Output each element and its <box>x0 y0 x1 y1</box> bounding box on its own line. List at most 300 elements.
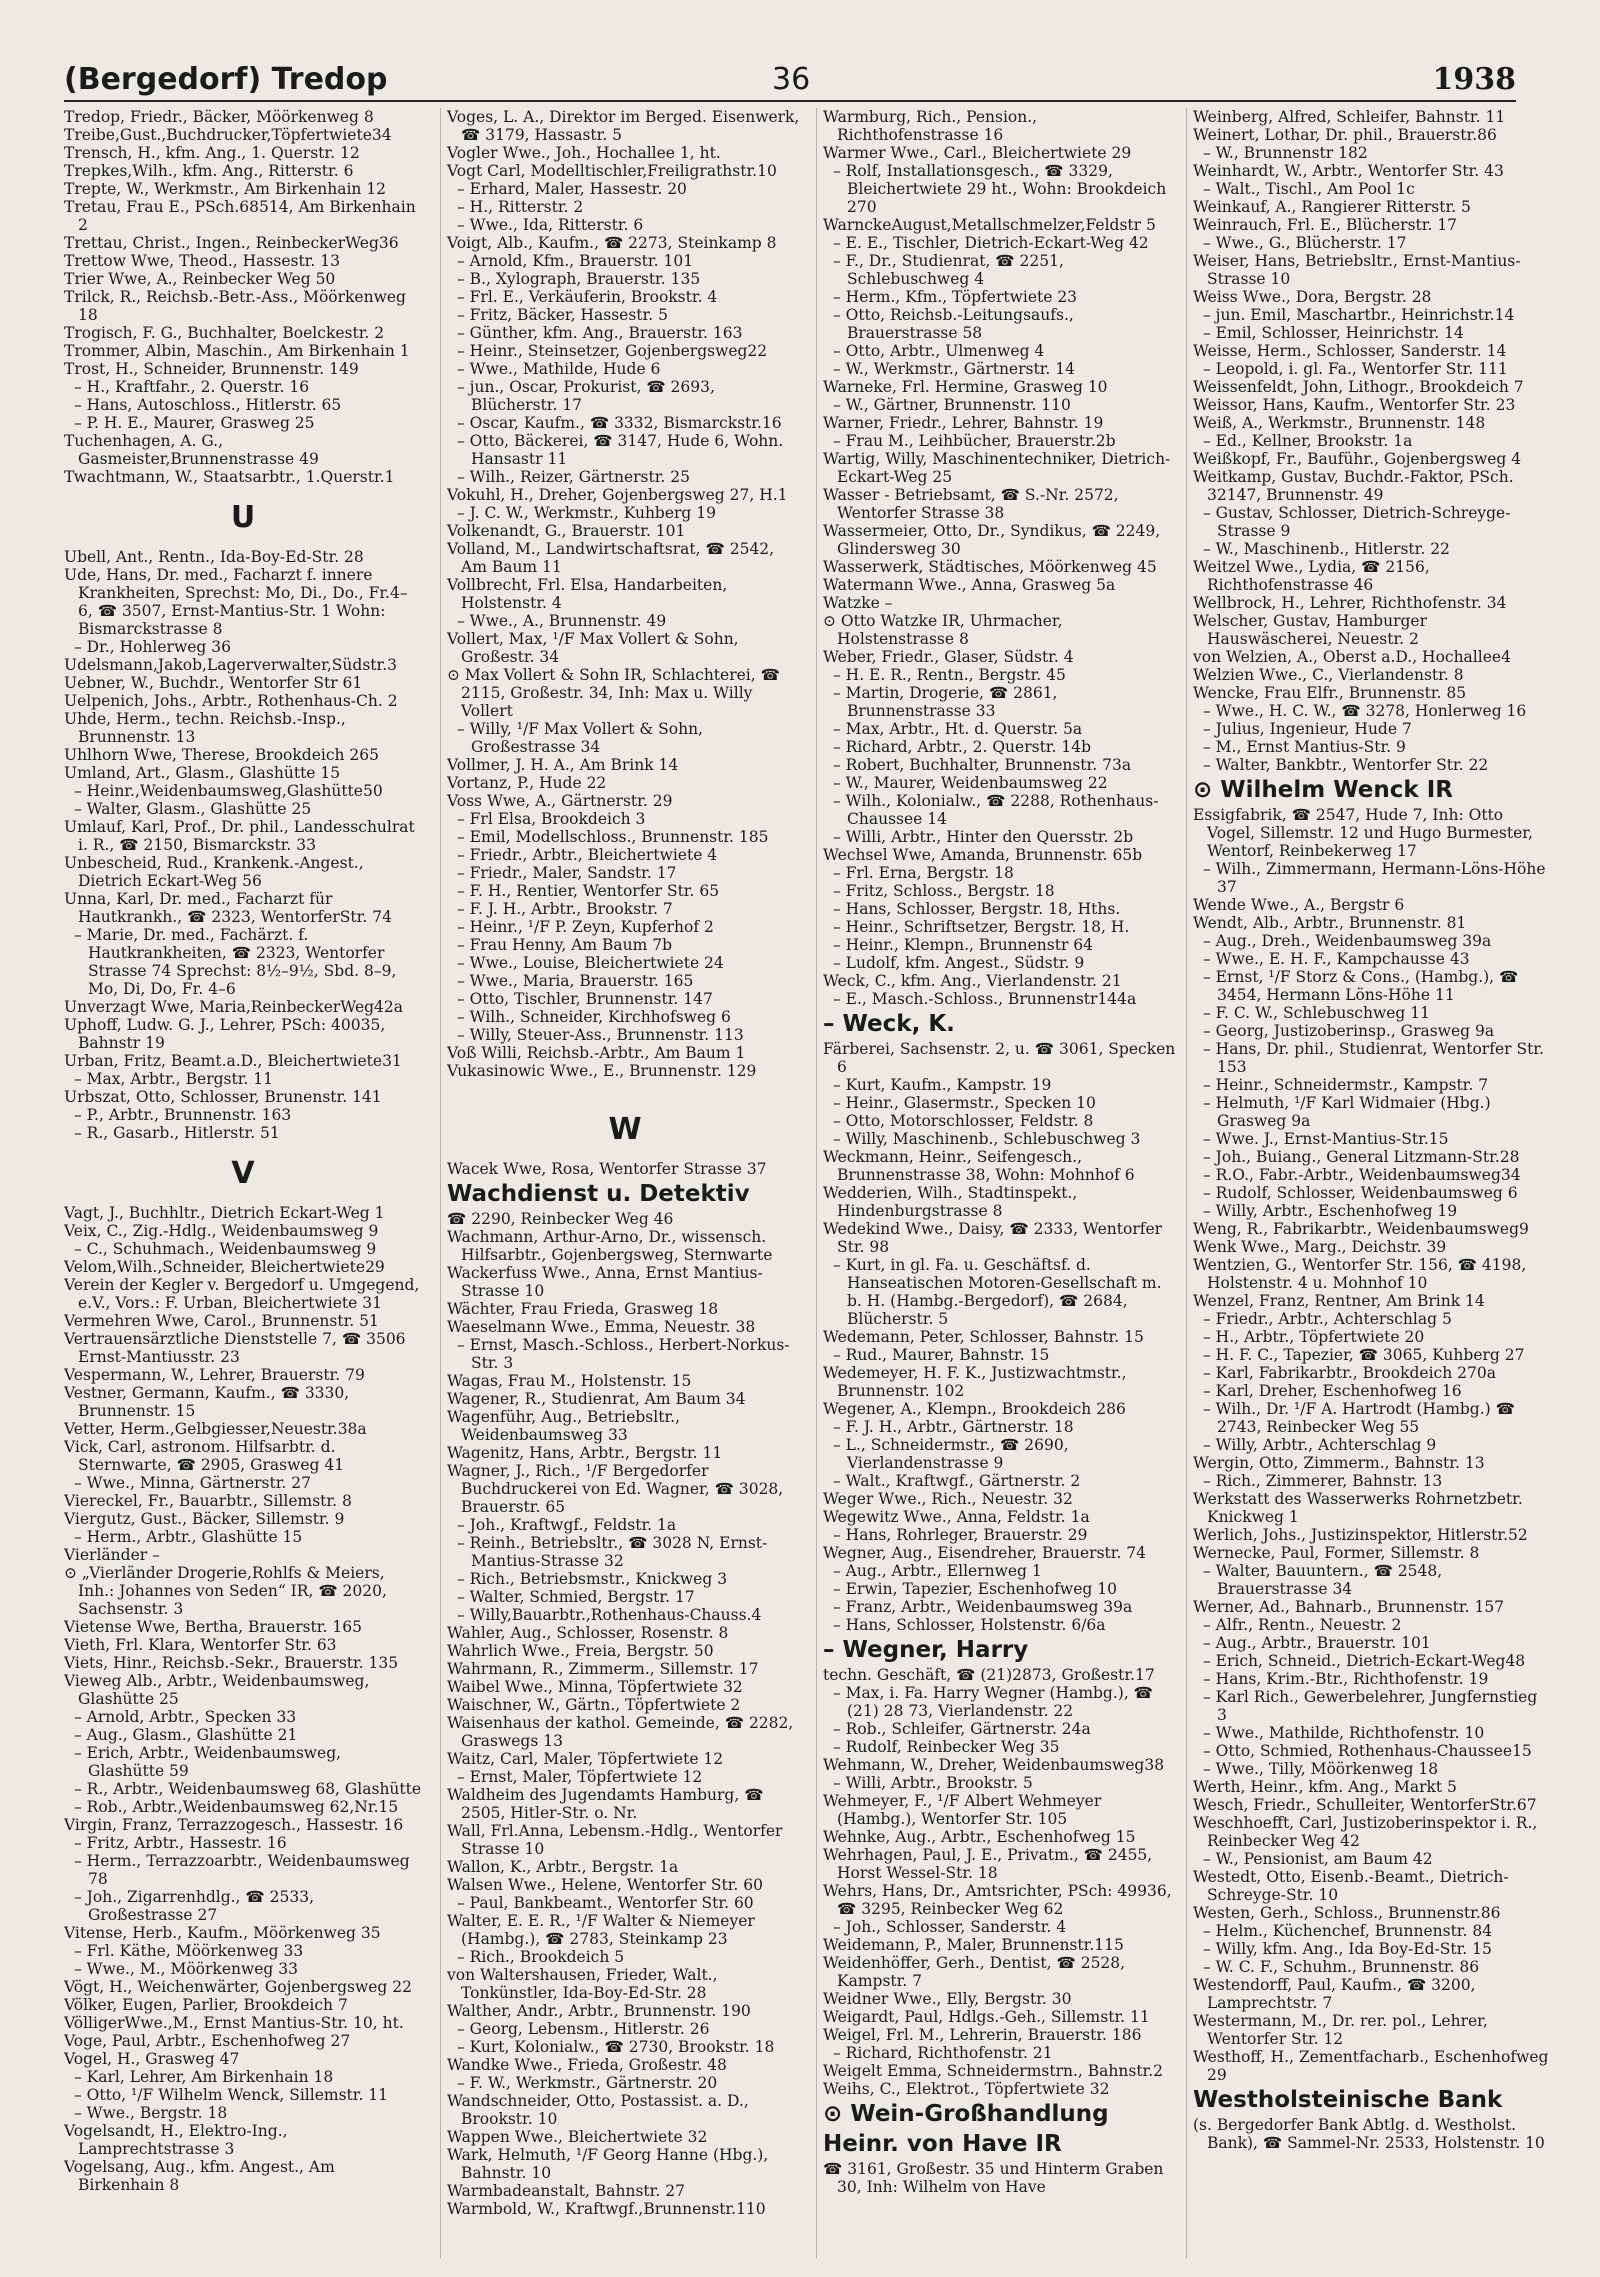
directory-entry: – Kurt, in gl. Fa. u. Geschäftsf. d. Hanseatischen Motoren-Gesellschaft m. b. H. (Hambg.-Bergedorf), ☎ 2684, Blücherstr. 5 <box>833 1256 1162 1328</box>
directory-entry: Wartig, Willy, Maschinentechniker, Dietrich-Eckart-Weg 25 <box>823 450 1171 486</box>
directory-entry: Vetter, Herm.,Gelbgiesser,Neuestr.38a <box>64 1420 367 1438</box>
directory-entry: – Wwe., E. H. F., Kampchausse 43 <box>1203 950 1470 968</box>
directory-entry: Waisenhaus der kathol. Gemeinde, ☎ 2282, Graswegs 13 <box>447 1714 794 1750</box>
directory-entry: Wedemeyer, H. F. K., Justizwachtmstr., Brunnenstr. 102 <box>823 1364 1127 1400</box>
directory-entry: Unverzagt Wwe, Maria,ReinbeckerWeg42a <box>64 998 404 1016</box>
directory-entry: – Rudolf, Reinbecker Weg 35 <box>833 1738 1060 1756</box>
directory-entry: Wergin, Otto, Zimmerm., Bahnstr. 13 <box>1193 1454 1485 1472</box>
directory-entry: Twachtmann, W., Staatsarbtr., 1.Querstr.1 <box>64 468 395 486</box>
directory-entry: – Heinr.,Weidenbaumsweg,Glashütte50 <box>74 782 383 800</box>
directory-entry: – Herm., Arbtr., Glashütte 15 <box>74 1528 303 1546</box>
directory-entry: – Otto, ¹/F Wilhelm Wenck, Sillemstr. 11 <box>74 2086 389 2104</box>
directory-entry: Weinkauf, A., Rangierer Ritterstr. 5 <box>1193 198 1471 216</box>
directory-entry: – Wwe., G., Blücherstr. 17 <box>1203 234 1407 252</box>
directory-entry: – Wwe., Ida, Ritterstr. 6 <box>457 216 644 234</box>
spacer <box>447 1080 803 1098</box>
directory-entry: Vieweg Alb., Arbtr., Weidenbaumsweg, Glashütte 25 <box>64 1672 370 1708</box>
directory-entry: Watzke – <box>823 594 893 612</box>
directory-entry: Weiss Wwe., Dora, Bergstr. 28 <box>1193 288 1432 306</box>
directory-entry: – Hans, Autoschloss., Hitlerstr. 65 <box>74 396 342 414</box>
directory-entry: Waldheim des Jugendamts Hamburg, ☎ 2505, Hitler-Str. o. Nr. <box>447 1786 764 1822</box>
directory-entry: WarnckeAugust,Metallschmelzer,Feldstr 5 <box>823 216 1156 234</box>
directory-entry: Weckmann, Heinr., Seifengesch., Brunnenstrasse 38, Wohn: Mohnhof 6 <box>823 1148 1135 1184</box>
directory-entry: – Günther, kfm. Ang., Brauerstr. 163 <box>457 324 743 342</box>
directory-entry: – W., Pensionist, am Baum 42 <box>1203 1850 1433 1868</box>
directory-entry: Waibel Wwe., Minna, Töpfertwiete 32 <box>447 1678 743 1696</box>
directory-entry: Weber, Friedr., Glaser, Südstr. 4 <box>823 648 1074 666</box>
directory-entry: – Gustav, Schlosser, Dietrich-Schreyge-Strasse 9 <box>1203 504 1511 540</box>
directory-entry: Weissor, Hans, Kaufm., Wentorfer Str. 23 <box>1193 396 1516 414</box>
directory-entry: Trepte, W., Werkmstr., Am Birkenhain 12 <box>64 180 387 198</box>
directory-entry: – Wwe., A., Brunnenstr. 49 <box>457 612 667 630</box>
directory-entry: – P. H. E., Maurer, Grasweg 25 <box>74 414 315 432</box>
directory-entry: – Frl Elsa, Brookdeich 3 <box>457 810 646 828</box>
directory-entry: Westendorff, Paul, Kaufm., ☎ 3200, Lamprechtstr. 7 <box>1193 1976 1476 2012</box>
directory-entry: – Wwe., Louise, Bleichertwiete 24 <box>457 954 724 972</box>
directory-entry: – Kurt, Kaufm., Kampstr. 19 <box>833 1076 1052 1094</box>
directory-entry: – Ludolf, kfm. Angest., Südstr. 9 <box>833 954 1085 972</box>
directory-entry: – W. C. F., Schuhm., Brunnenstr. 86 <box>1203 1958 1480 1976</box>
directory-entry: Wagenführ, Aug., Betriebsltr., Weidenbaumsweg 33 <box>447 1408 680 1444</box>
directory-entry: – Max, Arbtr., Ht. d. Querstr. 5a <box>833 720 1083 738</box>
directory-entry: – Frl. Käthe, Möörkenweg 33 <box>74 1942 304 1960</box>
directory-entry: – Rud., Maurer, Bahnstr. 15 <box>833 1346 1050 1364</box>
directory-entry: ☎ 2290, Reinbecker Weg 46 <box>447 1210 674 1228</box>
directory-entry: – Karl Rich., Gewerbelehrer, Jungfernstieg 3 <box>1203 1688 1538 1724</box>
advert-heading: Heinr. von Have IR <box>823 2131 1062 2157</box>
directory-entry: ⊙ Otto Watzke IR, Uhrmacher, Holstenstrasse 8 <box>823 612 1063 648</box>
directory-entry: Vertrauensärztliche Dienststelle 7, ☎ 3506 Ernst-Mantiusstr. 23 <box>64 1330 406 1366</box>
page-number: 36 <box>772 62 811 97</box>
directory-entry: – Otto, Arbtr., Ulmenweg 4 <box>833 342 1045 360</box>
advert-heading: – Wegner, Harry <box>823 1637 1029 1663</box>
directory-entry: Weiß, A., Werkmstr., Brunnenstr. 148 <box>1193 414 1486 432</box>
directory-entry: – Franz, Arbtr., Weidenbaumsweg 39a <box>833 1598 1133 1616</box>
directory-entry: Weinrauch, Frl. E., Blücherstr. 17 <box>1193 216 1458 234</box>
directory-entry: – Paul, Bankbeamt., Wentorfer Str. 60 <box>457 1894 754 1912</box>
directory-entry: Weck, C., kfm. Ang., Vierlandenstr. 21 <box>823 972 1122 990</box>
directory-entry: Vogt Carl, Modelltischler,Freiligrathstr.10 <box>447 162 777 180</box>
advert-heading: – Weck, K. <box>823 1011 955 1037</box>
directory-entry: Weng, R., Fabrikarbtr., Weidenbaumsweg9 <box>1193 1220 1529 1238</box>
directory-entry: – Joh., Buiang., General Litzmann-Str.28 <box>1203 1148 1520 1166</box>
directory-entry: Wandke Wwe., Frieda, Großestr. 48 <box>447 2056 727 2074</box>
directory-entry: Warneke, Frl. Hermine, Grasweg 10 <box>823 378 1108 396</box>
directory-entry: – Frl. E., Verkäuferin, Brookstr. 4 <box>457 288 718 306</box>
directory-entry: Wentzien, G., Wentorfer Str. 156, ☎ 4198, Holstenstr. 4 u. Mohnhof 10 <box>1193 1256 1527 1292</box>
directory-entry: – Frau M., Leihbücher, Brauerstr.2b <box>833 432 1116 450</box>
directory-entry: – Ernst, Maler, Töpfertwiete 12 <box>457 1768 703 1786</box>
directory-entry: Weinberg, Alfred, Schleifer, Bahnstr. 11 <box>1193 108 1506 126</box>
directory-entry: – Karl, Lehrer, Am Birkenhain 18 <box>74 2068 334 2086</box>
directory-entry: – jun. Emil, Maschartbr., Heinrichstr.14 <box>1203 306 1515 324</box>
directory-entry: Treibe,Gust.,Buchdrucker,Töpfertwiete34 <box>64 126 392 144</box>
directory-entry: Weigelt Emma, Schneidermstrn., Bahnstr.2 <box>823 2062 1164 2080</box>
directory-entry: Vögt, H., Weichenwärter, Gojenbergsweg 22 <box>64 1978 412 1996</box>
directory-entry: Vespermann, W., Lehrer, Brauerstr. 79 <box>64 1366 365 1384</box>
directory-entry: Urbszat, Otto, Schlosser, Brunenstr. 141 <box>64 1088 382 1106</box>
directory-entry: Weitzel Wwe., Lydia, ☎ 2156, Richthofenstrasse 46 <box>1193 558 1430 594</box>
directory-entry: Volland, M., Landwirtschaftsrat, ☎ 2542, Am Baum 11 <box>447 540 775 576</box>
directory-entry: Wackerfuss Wwe., Anna, Ernst Mantius-Strasse 10 <box>447 1264 763 1300</box>
directory-entry: Vortanz, P., Hude 22 <box>447 774 607 792</box>
directory-entry: – Rob., Schleifer, Gärtnerstr. 24a <box>833 1720 1091 1738</box>
directory-entry: Wesch, Friedr., Schulleiter, WentorferStr.67 <box>1193 1796 1537 1814</box>
directory-entry: Trettow Wwe, Theod., Hassestr. 13 <box>64 252 340 270</box>
directory-entry: Trettau, Christ., Ingen., ReinbeckerWeg36 <box>64 234 399 252</box>
directory-entry: Uphoff, Ludw. G. J., Lehrer, PSch: 40035, Bahnstr 19 <box>64 1016 386 1052</box>
directory-entry: – Joh., Kraftwgf., Feldstr. 1a <box>457 1516 677 1534</box>
directory-entry: – Wwe., M., Möörkenweg 33 <box>74 1960 298 1978</box>
directory-entry: Wahrlich Wwe., Freia, Bergstr. 50 <box>447 1642 714 1660</box>
directory-entry: – Wwe. J., Ernst-Mantius-Str.15 <box>1203 1130 1449 1148</box>
directory-entry: – H., Kraftfahr., 2. Querstr. 16 <box>74 378 310 396</box>
directory-entry: – Ernst, ¹/F Storz & Cons., (Hambg.), ☎ 3454, Hermann Löns-Höhe 11 <box>1203 968 1519 1004</box>
directory-entry: Vitense, Herb., Kaufm., Möörkenweg 35 <box>64 1924 381 1942</box>
directory-entry: Trensch, H., kfm. Ang., 1. Querstr. 12 <box>64 144 360 162</box>
advert-heading: ⊙ Wilhelm Wenck IR <box>1193 777 1453 803</box>
directory-entry: Weidner Wwe., Elly, Bergstr. 30 <box>823 1990 1072 2008</box>
directory-entry: – Wwe., Mathilde, Hude 6 <box>457 360 661 378</box>
directory-entry: – Oscar, Kaufm., ☎ 3332, Bismarckstr.16 <box>457 414 782 432</box>
directory-entry: Urban, Fritz, Beamt.a.D., Bleichertwiete31 <box>64 1052 402 1070</box>
directory-entry: Waeselmann Wwe., Emma, Neuestr. 38 <box>447 1318 756 1336</box>
section-letter: U <box>230 500 256 535</box>
directory-entry: – H. F. C., Tapezier, ☎ 3065, Kuhberg 27 <box>1203 1346 1525 1364</box>
directory-entry: Wark, Helmuth, ¹/F Georg Hanne (Hbg.), Bahnstr. 10 <box>447 2146 769 2182</box>
directory-entry: Wedderien, Wilh., Stadtinspekt., Hindenburgstrasse 8 <box>823 1184 1078 1220</box>
directory-entry: Voigt, Alb., Kaufm., ☎ 2273, Steinkamp 8 <box>447 234 777 252</box>
directory-entry: Westen, Gerh., Schloss., Brunnenstr.86 <box>1193 1904 1501 1922</box>
directory-entry: Wallon, K., Arbtr., Bergstr. 1a <box>447 1858 679 1876</box>
directory-entry: Umland, Art., Glasm., Glashütte 15 <box>64 764 341 782</box>
directory-entry: – Heinr., Steinsetzer, Gojenbergsweg22 <box>457 342 768 360</box>
directory-entry: – Heinr., Glasermstr., Specken 10 <box>833 1094 1096 1112</box>
directory-columns <box>64 108 1549 2258</box>
directory-entry: Wahler, Aug., Schlosser, Rosenstr. 8 <box>447 1624 729 1642</box>
directory-entry: – Wwe., Maria, Brauerstr. 165 <box>457 972 694 990</box>
directory-entry: – Ernst, Masch.-Schloss., Herbert-Norkus-Str. 3 <box>457 1336 790 1372</box>
directory-entry: Trepkes,Wilh., kfm. Ang., Ritterstr. 6 <box>64 162 354 180</box>
directory-entry: – Wwe., Minna, Gärtnerstr. 27 <box>74 1474 312 1492</box>
directory-entry: – L., Schneidermstr., ☎ 2690, Vierlandenstrasse 9 <box>833 1436 1069 1472</box>
directory-entry: Wächter, Frau Frieda, Grasweg 18 <box>447 1300 719 1318</box>
directory-entry: Vogelsandt, H., Elektro-Ing., Lamprechtstrasse 3 <box>64 2122 288 2158</box>
directory-entry: Weisse, Herm., Schlosser, Sanderstr. 14 <box>1193 342 1507 360</box>
directory-entry: – Willi, Arbtr., Hinter den Quersstr. 2b <box>833 828 1134 846</box>
directory-entry: – Otto, Motorschlosser, Feldstr. 8 <box>833 1112 1094 1130</box>
directory-entry: – Rudolf, Schlosser, Weidenbaumsweg 6 <box>1203 1184 1518 1202</box>
directory-entry: – F. C. W., Schlebuschweg 11 <box>1203 1004 1430 1022</box>
directory-entry: Trilck, R., Reichsb.-Betr.-Ass., Möörkenweg 18 <box>64 288 406 324</box>
directory-entry: – Joh., Schlosser, Sanderstr. 4 <box>833 1918 1067 1936</box>
directory-entry: – C., Schuhmach., Weidenbaumsweg 9 <box>74 1240 377 1258</box>
directory-entry: Wedekind Wwe., Daisy, ☎ 2333, Wentorfer Str. 98 <box>823 1220 1163 1256</box>
directory-entry: Voss Wwe, A., Gärtnerstr. 29 <box>447 792 673 810</box>
directory-entry: – Wilh., Zimmermann, Hermann-Löns-Höhe 37 <box>1203 860 1546 896</box>
directory-entry: Vietense Wwe, Bertha, Brauerstr. 165 <box>64 1618 362 1636</box>
directory-entry: Wasserwerk, Städtisches, Möörkenweg 45 <box>823 558 1157 576</box>
directory-entry: – Friedr., Maler, Sandstr. 17 <box>457 864 677 882</box>
directory-entry: – Aug., Dreh., Weidenbaumsweg 39a <box>1203 932 1492 950</box>
directory-entry: – Wilh., Schneider, Kirchhofsweg 6 <box>457 1008 731 1026</box>
directory-entry: Uhlhorn Wwe, Therese, Brookdeich 265 <box>64 746 380 764</box>
directory-entry: – Walter, Schmied, Bergstr. 17 <box>457 1588 695 1606</box>
directory-entry: – Erich, Schneid., Dietrich-Eckart-Weg48 <box>1203 1652 1526 1670</box>
directory-entry: – Hans, Dr. phil., Studienrat, Wentorfer Str. 153 <box>1203 1040 1544 1076</box>
directory-entry: – Martin, Drogerie, ☎ 2861, Brunnenstrasse 33 <box>833 684 1058 720</box>
directory-entry: Waitz, Carl, Maler, Töpfertwiete 12 <box>447 1750 724 1768</box>
directory-entry: Werlich, Johs., Justizinspektor, Hitlerstr.52 <box>1193 1526 1528 1544</box>
directory-entry: – F. J. H., Arbtr., Brookstr. 7 <box>457 900 673 918</box>
directory-entry: Viergutz, Gust., Bäcker, Sillemstr. 9 <box>64 1510 345 1528</box>
directory-entry: Warmburg, Rich., Pension., Richthofenstrasse 16 <box>823 108 1038 144</box>
directory-entry: Vollert, Max, ¹/F Max Vollert & Sohn, Großestr. 34 <box>447 630 739 666</box>
directory-entry: – Joh., Zigarrenhdlg., ☎ 2533, Großestrasse 27 <box>74 1888 315 1924</box>
directory-entry: – Alfr., Rentn., Neuestr. 2 <box>1203 1616 1402 1634</box>
directory-entry: – Frl. Erna, Bergstr. 18 <box>833 864 1014 882</box>
directory-entry: – Hans, Schlosser, Bergstr. 18, Hths. <box>833 900 1121 918</box>
directory-entry: Weiser, Hans, Betriebsltr., Ernst-Mantius-Strasse 10 <box>1193 252 1521 288</box>
directory-entry: Unna, Karl, Dr. med., Facharzt für Hautkrankh., ☎ 2323, WentorferStr. 74 <box>64 890 392 926</box>
directory-entry: – Emil, Modellschloss., Brunnenstr. 185 <box>457 828 769 846</box>
directory-entry: Vokuhl, H., Dreher, Gojenbergsweg 27, H.1 <box>447 486 788 504</box>
directory-entry: – Heinr., Schriftsetzer, Bergstr. 18, H. <box>833 918 1130 936</box>
directory-entry: – Richard, Arbtr., 2. Querstr. 14b <box>833 738 1092 756</box>
directory-entry: – Wilh., Dr. ¹/F A. Hartrodt (Hambg.) ☎ 2743, Reinbecker Weg 55 <box>1203 1400 1515 1436</box>
directory-entry: Weissenfeldt, John, Lithogr., Brookdeich 7 <box>1193 378 1524 396</box>
directory-entry: Vagt, J., Buchhltr., Dietrich Eckart-Weg 1 <box>64 1204 385 1222</box>
directory-entry: – Georg, Justizoberinsp., Grasweg 9a <box>1203 1022 1495 1040</box>
directory-entry: von Waltershausen, Frieder, Walt., Tonkünstler, Ida-Boy-Ed-Str. 28 <box>447 1966 718 2002</box>
directory-entry: Wenk Wwe., Marg., Deichstr. 39 <box>1193 1238 1447 1256</box>
directory-entry: – Julius, Ingenieur, Hude 7 <box>1203 720 1412 738</box>
directory-entry: Wernecke, Paul, Former, Sillemstr. 8 <box>1193 1544 1480 1562</box>
directory-entry: – Herm., Kfm., Töpfertwiete 23 <box>833 288 1078 306</box>
directory-entry: Vogel, H., Grasweg 47 <box>64 2050 240 2068</box>
directory-entry: Wechsel Wwe, Amanda, Brunnenstr. 65b <box>823 846 1143 864</box>
directory-entry: Weitkamp, Gustav, Buchdr.-Faktor, PSch. 32147, Brunnenstr. 49 <box>1193 468 1514 504</box>
directory-entry: – Fritz, Arbtr., Hassestr. 16 <box>74 1834 287 1852</box>
directory-entry: – F. J. H., Arbtr., Gärtnerstr. 18 <box>833 1418 1074 1436</box>
directory-entry: – F., Dr., Studienrat, ☎ 2251, Schlebuschweg 4 <box>833 252 1064 288</box>
directory-entry: Wenzel, Franz, Rentner, Am Brink 14 <box>1193 1292 1485 1310</box>
year: 1938 <box>1432 62 1516 97</box>
directory-entry: Wedemann, Peter, Schlosser, Bahnstr. 15 <box>823 1328 1144 1346</box>
directory-entry: Umlauf, Karl, Prof., Dr. phil., Landesschulrat i. R., ☎ 2150, Bismarckstr. 33 <box>64 818 415 854</box>
directory-entry: Weigel, Frl. M., Lehrerin, Brauerstr. 186 <box>823 2026 1142 2044</box>
directory-entry: – Marie, Dr. med., Fachärzt. f. Hautkrankheiten, ☎ 2323, Wentorfer Strasse 74 Sprechst: 8½–9½, Sbd. 8–9, Mo, Di, Do, Fr. 4–6 <box>74 926 397 998</box>
directory-entry: Wegener, A., Klempn., Brookdeich 286 <box>823 1400 1126 1418</box>
directory-entry: – Erich, Arbtr., Weidenbaumsweg, Glashütte 59 <box>74 1744 342 1780</box>
directory-entry: – Arnold, Kfm., Brauerstr. 101 <box>457 252 694 270</box>
directory-entry: Vogler Wwe., Joh., Hochallee 1, ht. <box>447 144 721 162</box>
directory-entry: Verein der Kegler v. Bergedorf u. Umgegend, e.V., Vors.: F. Urban, Bleichertwiete 31 <box>64 1276 420 1312</box>
directory-entry: Wagener, R., Studienrat, Am Baum 34 <box>447 1390 746 1408</box>
directory-entry: – Hans, Schlosser, Holstenstr. 6/6a <box>833 1616 1106 1634</box>
directory-entry: – Arnold, Arbtr., Specken 33 <box>74 1708 297 1726</box>
advert-heading: Westholsteinische Bank <box>1193 2087 1503 2113</box>
directory-entry: Wagas, Frau M., Holstenstr. 15 <box>447 1372 692 1390</box>
directory-entry: – Heinr., Schneidermstr., Kampstr. 7 <box>1203 1076 1489 1094</box>
directory-entry: – H. E. R., Rentn., Bergstr. 45 <box>833 666 1066 684</box>
directory-entry: – E., Masch.-Schloss., Brunnenstr144a <box>833 990 1137 1008</box>
directory-entry: Vick, Carl, astronom. Hilfsarbtr. d. Sternwarte, ☎ 2905, Grasweg 41 <box>64 1438 345 1474</box>
directory-entry: Trost, H., Schneider, Brunnenstr. 149 <box>64 360 359 378</box>
directory-entry: Wehmann, W., Dreher, Weidenbaumsweg38 <box>823 1756 1165 1774</box>
directory-entry: Velom,Wilh.,Schneider, Bleichertwiete29 <box>64 1258 385 1276</box>
directory-entry: Weidenhöffer, Gerh., Dentist, ☎ 2528, Kampstr. 7 <box>823 1954 1126 1990</box>
directory-entry: – jun., Oscar, Prokurist, ☎ 2693, Blücherstr. 17 <box>457 378 715 414</box>
directory-entry: Wehnke, Aug., Arbtr., Eschenhofweg 15 <box>823 1828 1136 1846</box>
directory-entry: – Wilh., Reizer, Gärtnerstr. 25 <box>457 468 691 486</box>
directory-entry: Wagner, J., Rich., ¹/F Bergedorfer Buchdruckerei von Ed. Wagner, ☎ 3028, Brauerstr. 65 <box>447 1462 784 1516</box>
directory-entry: Vogelsang, Aug., kfm. Angest., Am Birkenhain 8 <box>64 2158 335 2194</box>
directory-entry: Udelsmann,Jakob,Lagerverwalter,Südstr.3 <box>64 656 398 674</box>
directory-entry: – Ed., Kellner, Brookstr. 1a <box>1203 432 1413 450</box>
directory-entry: Weißkopf, Fr., Bauführ., Gojenbergsweg 4 <box>1193 450 1522 468</box>
directory-entry: Warmbold, W., Kraftwgf.,Brunnenstr.110 <box>447 2200 766 2218</box>
section-letter: V <box>231 1156 255 1191</box>
directory-entry: Weihs, C., Elektrot., Töpfertwiete 32 <box>823 2080 1110 2098</box>
directory-entry: Walther, Andr., Arbtr., Brunnenstr. 190 <box>447 2002 751 2020</box>
directory-entry: Warmbadeanstalt, Bahnstr. 27 <box>447 2182 685 2200</box>
directory-entry: – Fritz, Bäcker, Hassestr. 5 <box>457 306 668 324</box>
directory-entry: – J. C. W., Werkmstr., Kuhberg 19 <box>457 504 716 522</box>
directory-entry: Trier Wwe, A., Reinbecker Weg 50 <box>64 270 336 288</box>
directory-entry: Ubell, Ant., Rentn., Ida-Boy-Ed-Str. 28 <box>64 548 364 566</box>
directory-entry: ☎ 3161, Großestr. 35 und Hinterm Graben 30, Inh: Wilhelm von Have <box>823 2160 1164 2196</box>
directory-entry: – Otto, Schmied, Rothenhaus-Chaussee15 <box>1203 1742 1532 1760</box>
directory-entry: – Max, i. Fa. Harry Wegner (Hambg.), ☎ (21) 28 73, Vierlandenstr. 22 <box>833 1684 1153 1720</box>
directory-entry: – Hans, Rohrleger, Brauerstr. 29 <box>833 1526 1088 1544</box>
directory-entry: – Richard, Richthofenstr. 21 <box>833 2044 1053 2062</box>
directory-entry: Wendt, Alb., Arbtr., Brunnenstr. 81 <box>1193 914 1467 932</box>
directory-entry: – Rich., Brookdeich 5 <box>457 1948 625 1966</box>
directory-entry: Voge, Paul, Arbtr., Eschenhofweg 27 <box>64 2032 351 2050</box>
directory-entry: Welzien Wwe., C., Vierlandenstr. 8 <box>1193 666 1464 684</box>
directory-entry: – Wwe., H. C. W., ☎ 3278, Honlerweg 16 <box>1203 702 1527 720</box>
directory-entry: Wencke, Frau Elfr., Brunnenstr. 85 <box>1193 684 1467 702</box>
directory-entry: Waischner, W., Gärtn., Töpfertwiete 2 <box>447 1696 741 1714</box>
directory-entry: Wahrmann, R., Zimmerm., Sillemstr. 17 <box>447 1660 759 1678</box>
column-4 <box>1186 108 1549 2258</box>
directory-entry: Uhde, Herm., techn. Reichsb.-Insp., Brunnenstr. 13 <box>64 710 346 746</box>
directory-entry: – Willi, Arbtr., Brookstr. 5 <box>833 1774 1033 1792</box>
directory-entry: – Emil, Schlosser, Heinrichstr. 14 <box>1203 324 1464 342</box>
directory-entry: Wehrhagen, Paul, J. E., Privatm., ☎ 2455, Horst Wessel-Str. 18 <box>823 1846 1153 1882</box>
directory-entry: Wachmann, Arthur-Arno, Dr., wissensch. Hilfsarbtr., Gojenbergsweg, Sternwarte <box>447 1228 773 1264</box>
directory-entry: Wall, Frl.Anna, Lebensm.-Hdlg., Wentorfer Strasse 10 <box>447 1822 783 1858</box>
directory-entry: Völker, Eugen, Parlier, Brookdeich 7 <box>64 1996 348 2014</box>
directory-entry: ⊙ Max Vollert & Sohn IR, Schlachterei, ☎ 2115, Großestr. 34, Inh: Max u. Willy Vollert <box>447 666 780 720</box>
directory-entry: – Hans, Krim.-Btr., Richthofenstr. 19 <box>1203 1670 1489 1688</box>
directory-entry: Voß Willi, Reichsb.-Arbtr., Am Baum 1 <box>447 1044 746 1062</box>
directory-entry: Westermann, M., Dr. rer. pol., Lehrer, Wentorfer Str. 12 <box>1193 2012 1488 2048</box>
directory-entry: – W., Werkmstr., Gärtnerstr. 14 <box>833 360 1075 378</box>
directory-entry: Wassermeier, Otto, Dr., Syndikus, ☎ 2249, Glindersweg 30 <box>823 522 1161 558</box>
directory-entry: – H., Ritterstr. 2 <box>457 198 584 216</box>
advert-heading: ⊙ Wein-Großhandlung <box>823 2101 1109 2127</box>
directory-entry: Essigfabrik, ☎ 2547, Hude 7, Inh: Otto Vogel, Sillemstr. 12 und Hugo Burmester, Wentorf, Reinbekerweg 17 <box>1193 806 1533 860</box>
directory-entry: Weger Wwe., Rich., Neuestr. 32 <box>823 1490 1073 1508</box>
directory-entry: Viereckel, Fr., Bauarbtr., Sillemstr. 8 <box>64 1492 352 1510</box>
directory-entry: – Willy, kfm. Ang., Ida Boy-Ed-Str. 15 <box>1203 1940 1492 1958</box>
directory-entry: – Heinr., Klempn., Brunnenstr 64 <box>833 936 1094 954</box>
directory-entry: – Helm., Küchenchef, Brunnenstr. 84 <box>1203 1922 1493 1940</box>
directory-entry: – Wwe., Tilly, Möörkenweg 18 <box>1203 1760 1439 1778</box>
directory-entry: Weinhardt, W., Arbtr., Wentorfer Str. 43 <box>1193 162 1504 180</box>
directory-entry: (s. Bergedorfer Bank Abtlg. d. Westholst. Bank), ☎ Sammel-Nr. 2533, Holstenstr. 10 <box>1193 2116 1545 2152</box>
directory-entry: Werth, Heinr., kfm. Ang., Markt 5 <box>1193 1778 1457 1796</box>
directory-entry: Weinert, Lothar, Dr. phil., Brauerstr.86 <box>1193 126 1497 144</box>
directory-entry: – Willy, ¹/F Max Vollert & Sohn, Großestrasse 34 <box>457 720 703 756</box>
directory-entry: Vukasinowic Wwe., E., Brunnenstr. 129 <box>447 1062 757 1080</box>
directory-entry: Virgin, Franz, Terrazzogesch., Hassestr. 16 <box>64 1816 404 1834</box>
directory-entry: – B., Xylograph, Brauerstr. 135 <box>457 270 701 288</box>
directory-entry: – H., Arbtr., Töpfertwiete 20 <box>1203 1328 1425 1346</box>
directory-entry: – W., Brunnenstr 182 <box>1203 144 1368 162</box>
directory-entry: – Willy,Bauarbtr.,Rothenhaus-Chauss.4 <box>457 1606 762 1624</box>
directory-entry: – R., Gasarb., Hitlerstr. 51 <box>74 1124 280 1142</box>
directory-entry: Vermehren Wwe, Carol., Brunnenstr. 51 <box>64 1312 379 1330</box>
column-3 <box>816 108 1179 2258</box>
directory-entry: Färberei, Sachsenstr. 2, u. ☎ 3061, Specken 6 <box>823 1040 1176 1076</box>
directory-entry: – Walt., Tischl., Am Pool 1c <box>1203 180 1415 198</box>
directory-entry: Tredop, Friedr., Bäcker, Möörkenweg 8 <box>64 108 374 126</box>
directory-entry: – P., Arbtr., Brunnenstr. 163 <box>74 1106 292 1124</box>
directory-entry: von Welzien, A., Oberst a.D., Hochallee4 <box>1193 648 1511 666</box>
directory-entry: – Fritz, Schloss., Bergstr. 18 <box>833 882 1055 900</box>
directory-entry: Wacek Wwe, Rosa, Wentorfer Strasse 37 <box>447 1160 767 1178</box>
directory-entry: – Herm., Terrazzoarbtr., Weidenbaumsweg 78 <box>74 1852 410 1888</box>
directory-entry: VölligerWwe.,M., Ernst Mantius-Str. 10, ht. <box>64 2014 404 2032</box>
running-head: (Bergedorf) Tredop <box>64 62 388 97</box>
directory-entry: – Willy, Steuer-Ass., Brunnenstr. 113 <box>457 1026 744 1044</box>
directory-entry: Trogisch, F. G., Buchhalter, Boelckestr. 2 <box>64 324 385 342</box>
directory-entry: – Heinr., ¹/F P. Zeyn, Kupferhof 2 <box>457 918 714 936</box>
directory-entry: Westedt, Otto, Eisenb.-Beamt., Dietrich-Schreyge-Str. 10 <box>1193 1868 1509 1904</box>
directory-entry: Wappen Wwe., Bleichertwiete 32 <box>447 2128 708 2146</box>
directory-entry: Welscher, Gustav, Hamburger Hauswäscherei, Neuestr. 2 <box>1193 612 1427 648</box>
directory-entry: – Aug., Arbtr., Brauerstr. 101 <box>1203 1634 1431 1652</box>
directory-entry: Warner, Friedr., Lehrer, Bahnstr. 19 <box>823 414 1104 432</box>
directory-entry: Wandschneider, Otto, Postassist. a. D., Brookstr. 10 <box>447 2092 749 2128</box>
directory-entry: – Karl, Dreher, Eschenhofweg 16 <box>1203 1382 1462 1400</box>
directory-entry: – Walt., Kraftwgf., Gärtnerstr. 2 <box>833 1472 1081 1490</box>
directory-entry: Veix, C., Zig.-Hdlg., Weidenbaumsweg 9 <box>64 1222 379 1240</box>
directory-entry: Weschhoefft, Carl, Justizoberinspektor i. R., Reinbecker Weg 42 <box>1193 1814 1538 1850</box>
directory-entry: Werner, Ad., Bahnarb., Brunnenstr. 157 <box>1193 1598 1505 1616</box>
directory-entry: – Friedr., Arbtr., Bleichertwiete 4 <box>457 846 718 864</box>
directory-entry: Watermann Wwe., Anna, Grasweg 5a <box>823 576 1116 594</box>
directory-entry: – Willy, Maschinenb., Schlebuschweg 3 <box>833 1130 1141 1148</box>
directory-entry: Uebner, W., Buchdr., Wentorfer Str 61 <box>64 674 363 692</box>
directory-entry: ⊙ „Vierländer Drogerie,Rohlfs & Meiers, Inh.: Johannes von Seden“ IR, ☎ 2020, Sachsenstr. 3 <box>64 1564 387 1618</box>
directory-entry: Vestner, Germann, Kaufm., ☎ 3330, Brunnenstr. 15 <box>64 1384 350 1420</box>
directory-entry: Tuchenhagen, A. G., Gasmeister,Brunnenstrasse 49 <box>64 432 319 468</box>
directory-entry: – Otto, Tischler, Brunnenstr. 147 <box>457 990 713 1008</box>
directory-entry: techn. Geschäft, ☎ (21)2873, Großestr.17 <box>823 1666 1155 1684</box>
directory-entry: – R.O., Fabr.-Arbtr., Weidenbaumsweg34 <box>1203 1166 1521 1184</box>
directory-entry: Vierländer – <box>64 1546 160 1564</box>
directory-entry: Weidemann, P., Maler, Brunnenstr.115 <box>823 1936 1124 1954</box>
directory-entry: – Otto, Reichsb.-Leitungsaufs., Brauerstrasse 58 <box>833 306 1074 342</box>
directory-entry: – Willy, Arbtr., Eschenhofweg 19 <box>1203 1202 1458 1220</box>
directory-entry: – Rich., Betriebsmstr., Knickweg 3 <box>457 1570 728 1588</box>
directory-entry: Unbescheid, Rud., Krankenk.-Angest., Dietrich Eckart-Weg 56 <box>64 854 364 890</box>
directory-entry: – Helmuth, ¹/F Karl Widmaier (Hbg.) Grasweg 9a <box>1203 1094 1491 1130</box>
